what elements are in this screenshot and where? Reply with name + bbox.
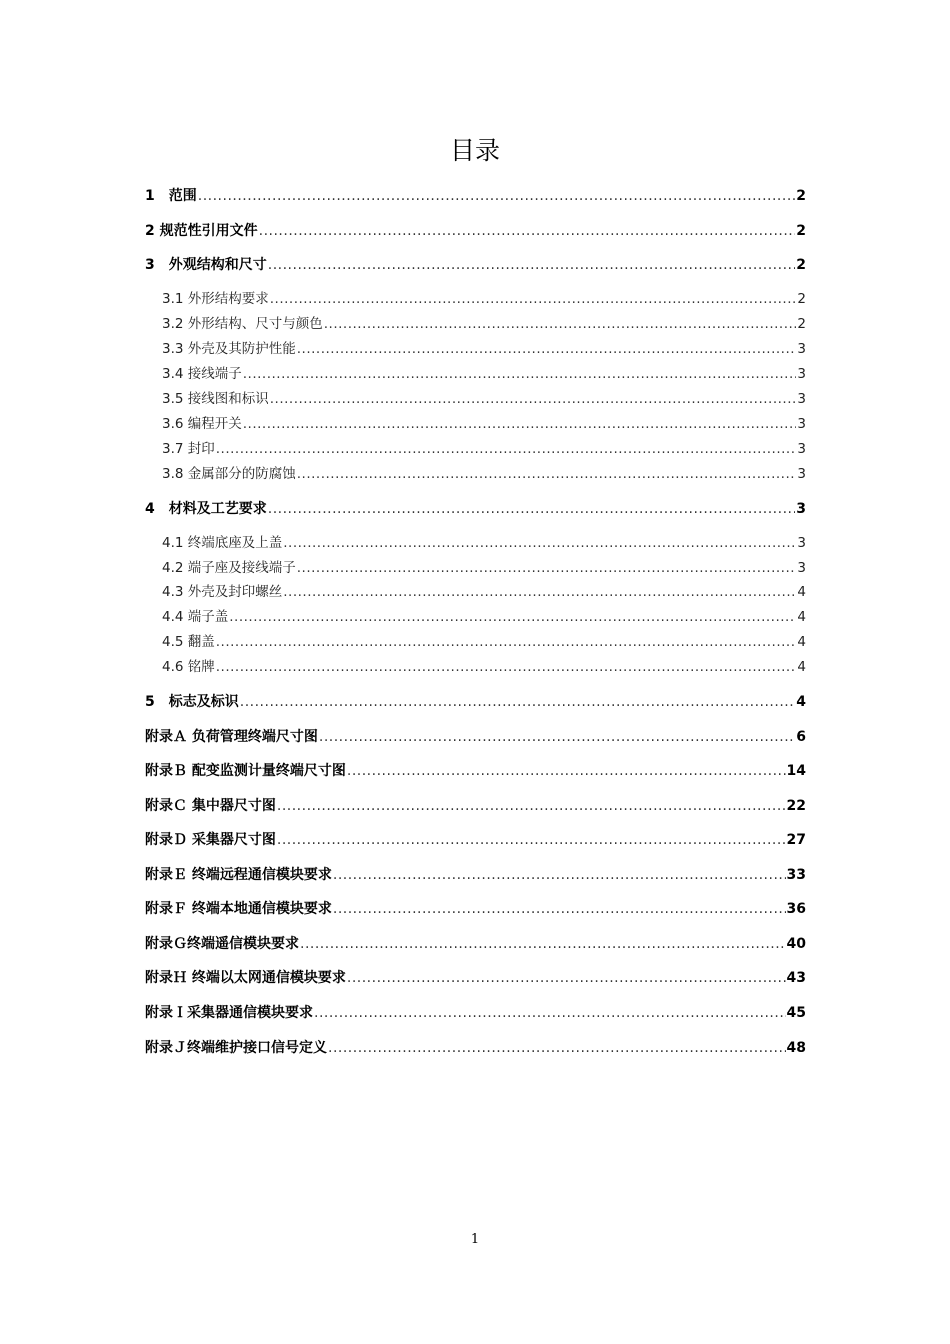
toc-entry-2[interactable]	[145, 220, 806, 242]
toc-dot-leader	[259, 220, 796, 242]
toc-entry-page: 3	[797, 535, 806, 551]
toc-entry-appendix-d[interactable]	[145, 829, 806, 851]
toc-entry-label: 3 外观结构和尺寸	[145, 257, 267, 273]
toc-dot-leader	[319, 726, 795, 748]
toc-dot-leader	[283, 533, 796, 553]
toc-entry-3-5[interactable]	[162, 389, 806, 409]
toc-entry-page: 33	[786, 867, 806, 883]
toc-dot-leader	[270, 389, 797, 409]
toc-entry-4-5[interactable]	[162, 632, 806, 652]
toc-dot-leader	[243, 364, 797, 384]
toc-entry-appendix-j[interactable]	[145, 1037, 806, 1059]
toc-entry-page: 14	[786, 763, 806, 779]
toc-dot-leader	[347, 967, 786, 989]
toc-entry-appendix-g[interactable]	[145, 933, 806, 955]
toc-entry-label: 附录Ｄ 采集器尺寸图	[145, 832, 276, 848]
toc-entry-appendix-f[interactable]	[145, 898, 806, 920]
toc-entry-page: 43	[786, 970, 806, 986]
toc-entry-label: 5 标志及标识	[145, 694, 239, 710]
toc-dot-leader	[314, 1002, 786, 1024]
toc-entry-5[interactable]	[145, 691, 806, 713]
toc-entry-label: 附录Ｈ 终端以太网通信模块要求	[145, 970, 346, 986]
toc-entry-page: 3	[796, 501, 806, 517]
toc-entry-page: 40	[786, 936, 806, 952]
toc-entry-page: 3	[797, 341, 806, 357]
toc-dot-leader	[283, 582, 796, 602]
toc-entry-appendix-h[interactable]	[145, 967, 806, 989]
toc-dot-leader	[297, 558, 797, 578]
toc-dot-leader	[333, 864, 786, 886]
toc-dot-leader	[328, 1037, 786, 1059]
toc-entry-page: 45	[786, 1005, 806, 1021]
toc-entry-4-3[interactable]	[162, 582, 806, 602]
toc-entry-label: 4.2 端子座及接线端子	[162, 560, 296, 576]
toc-entry-3[interactable]	[145, 254, 806, 276]
toc-entry-label: 3.4 接线端子	[162, 366, 242, 382]
toc-entry-label: 4.1 终端底座及上盖	[162, 535, 283, 551]
toc-entry-label: 3.8 金属部分的防腐蚀	[162, 466, 296, 482]
toc-entry-page: 3	[797, 366, 806, 382]
toc-entry-label: 附录Ｉ采集器通信模块要求	[145, 1005, 313, 1021]
toc-title: 目录	[449, 136, 500, 165]
toc-entry-page: 6	[796, 729, 806, 745]
toc-dot-leader	[347, 760, 786, 782]
toc-entry-label: 3.3 外壳及其防护性能	[162, 341, 296, 357]
toc-dot-leader	[198, 185, 796, 207]
toc-entry-label: 4 材料及工艺要求	[145, 501, 267, 517]
toc-entry-label: 2 规范性引用文件	[145, 223, 258, 239]
toc-entry-3-7[interactable]	[162, 439, 806, 459]
toc-entry-appendix-e[interactable]	[145, 864, 806, 886]
toc-entry-appendix-i[interactable]	[145, 1002, 806, 1024]
toc-entry-3-8[interactable]	[162, 464, 806, 484]
toc-entry-page: 4	[797, 659, 806, 675]
toc-entry-appendix-a[interactable]	[145, 726, 806, 748]
toc-dot-leader	[216, 632, 797, 652]
toc-entry-label: 3.5 接线图和标识	[162, 391, 269, 407]
toc-entry-page: 2	[796, 188, 806, 204]
toc-entry-page: 3	[797, 560, 806, 576]
toc-entry-label: 附录Ｂ 配变监测计量终端尺寸图	[145, 763, 346, 779]
toc-dot-leader	[268, 498, 796, 520]
toc-entry-label: 3.6 编程开关	[162, 416, 242, 432]
toc-dot-leader	[277, 829, 786, 851]
toc-dot-leader	[333, 898, 786, 920]
toc-entry-label: 附录Ｆ 终端本地通信模块要求	[145, 901, 332, 917]
toc-entry-label: 附录Ｊ终端维护接口信号定义	[145, 1040, 327, 1056]
toc-entry-page: 3	[797, 391, 806, 407]
toc-entry-label: 3.2 外形结构、尺寸与颜色	[162, 316, 323, 332]
toc-entry-page: 2	[796, 223, 806, 239]
toc-entry-label: 4.6 铭牌	[162, 659, 215, 675]
toc-entry-appendix-c[interactable]	[145, 795, 806, 817]
toc-entry-1[interactable]	[145, 185, 806, 207]
toc-entry-label: 4.3 外壳及封印螺丝	[162, 584, 283, 600]
toc-entry-page: 22	[786, 798, 806, 814]
toc-dot-leader	[297, 464, 797, 484]
toc-entry-page: 3	[797, 441, 806, 457]
toc-entry-page: 36	[786, 901, 806, 917]
toc-entry-label: 附录Ｃ 集中器尺寸图	[145, 798, 276, 814]
toc-dot-leader	[268, 254, 796, 276]
toc-entry-3-2[interactable]	[162, 314, 806, 334]
toc-entry-3-1[interactable]	[162, 289, 806, 309]
toc-entry-4-6[interactable]	[162, 657, 806, 677]
toc-entry-page: 27	[786, 832, 806, 848]
toc-dot-leader	[216, 439, 797, 459]
toc-entry-page: 3	[797, 416, 806, 432]
toc-entry-label: 4.5 翻盖	[162, 634, 215, 650]
toc-dot-leader	[324, 314, 797, 334]
toc-entry-label: 1 范围	[145, 188, 197, 204]
toc-entry-label: 3.7 封印	[162, 441, 215, 457]
toc-entry-page: 2	[797, 316, 806, 332]
toc-dot-leader	[300, 933, 786, 955]
toc-entry-page: 3	[797, 466, 806, 482]
toc-entry-4-1[interactable]	[162, 533, 806, 553]
toc-entry-label: 附录Ａ 负荷管理终端尺寸图	[145, 729, 318, 745]
toc-dot-leader	[229, 607, 796, 627]
toc-entry-4-4[interactable]	[162, 607, 806, 627]
toc-entry-3-3[interactable]	[162, 339, 806, 359]
toc-entry-4-2[interactable]	[162, 558, 806, 578]
toc-entry-page: 48	[786, 1040, 806, 1056]
toc-entry-label: 4.4 端子盖	[162, 609, 229, 625]
toc-entry-3-4[interactable]	[162, 364, 806, 384]
page-number: 1	[470, 1232, 480, 1247]
toc-entry-page: 4	[797, 584, 806, 600]
toc-entry-label: 3.1 外形结构要求	[162, 291, 269, 307]
toc-dot-leader	[240, 691, 796, 713]
toc-entry-page: 4	[797, 634, 806, 650]
toc-entry-4[interactable]	[145, 498, 806, 520]
toc-entry-page: 2	[796, 257, 806, 273]
toc-entry-label: 附录Ｅ 终端远程通信模块要求	[145, 867, 332, 883]
toc-entry-appendix-b[interactable]	[145, 760, 806, 782]
toc-dot-leader	[270, 289, 797, 309]
toc-entry-page: 2	[797, 291, 806, 307]
toc-entry-label: 附录Ｇ终端遥信模块要求	[145, 936, 299, 952]
toc-dot-leader	[297, 339, 797, 359]
toc-entry-page: 4	[797, 609, 806, 625]
toc-dot-leader	[243, 414, 797, 434]
toc-dot-leader	[277, 795, 786, 817]
toc-dot-leader	[216, 657, 797, 677]
toc-entry-3-6[interactable]	[162, 414, 806, 434]
toc-entry-page: 4	[796, 694, 806, 710]
